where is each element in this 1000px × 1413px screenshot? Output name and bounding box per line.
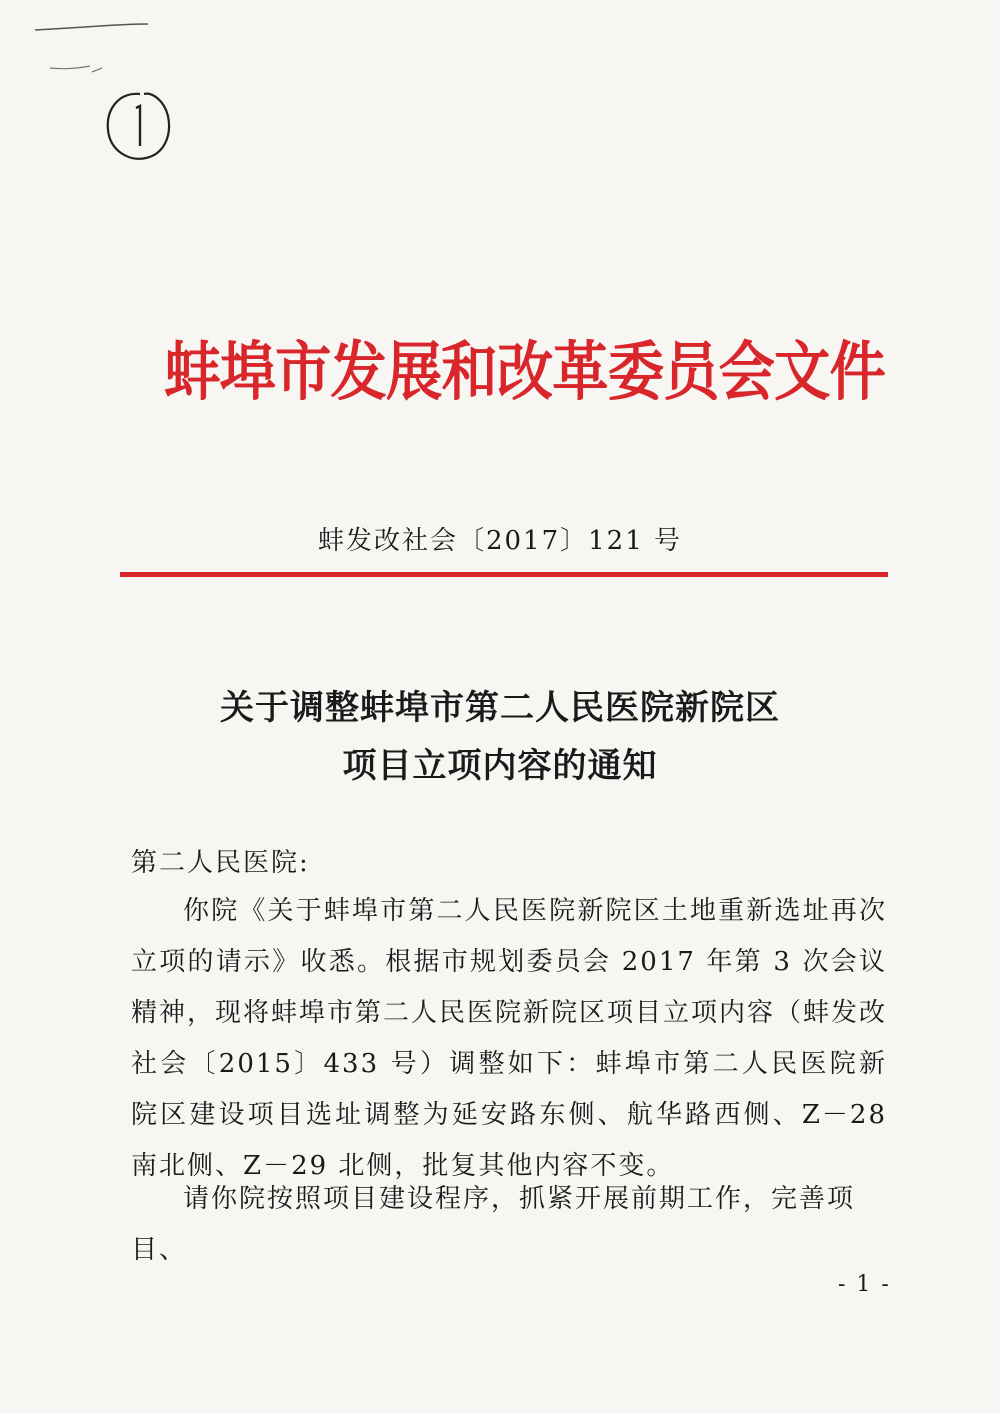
- red-divider-rule: [120, 572, 888, 577]
- scan-mark: [30, 20, 150, 90]
- body-paragraph-2: 请你院按照项目建设程序，抓紧开展前期工作，完善项目、: [131, 1184, 856, 1265]
- page-number: - 1 -: [838, 1272, 891, 1297]
- document-number: 蚌发改社会〔2017〕121 号: [317, 526, 683, 556]
- salutation: 第二人民医院:: [131, 848, 310, 878]
- handwritten-circled-one-icon: [100, 88, 180, 168]
- issuer-header-title: 蚌埠市发展和改革委员会文件: [164, 336, 885, 410]
- notice-title-line2: 项目立项内容的通知: [342, 746, 658, 786]
- body-paragraph-1: 你院《关于蚌埠市第二人民医院新院区土地重新选址再次立项的请示》收悉。根据市规划委员会 2017 年第 3 次会议精神，现将蚌埠市第二人民医院新院区项目立项内容（蚌发改社会〔2015〕433 号）调整如下：蚌埠市第二人民医院新院区建设项目选址调整为延安路东侧、航华路西侧、Z－28 南北侧、Z－29 北侧，批复其他内容不变。: [131, 896, 888, 1181]
- notice-title-line1: 关于调整蚌埠市第二人民医院新院区: [220, 688, 780, 728]
